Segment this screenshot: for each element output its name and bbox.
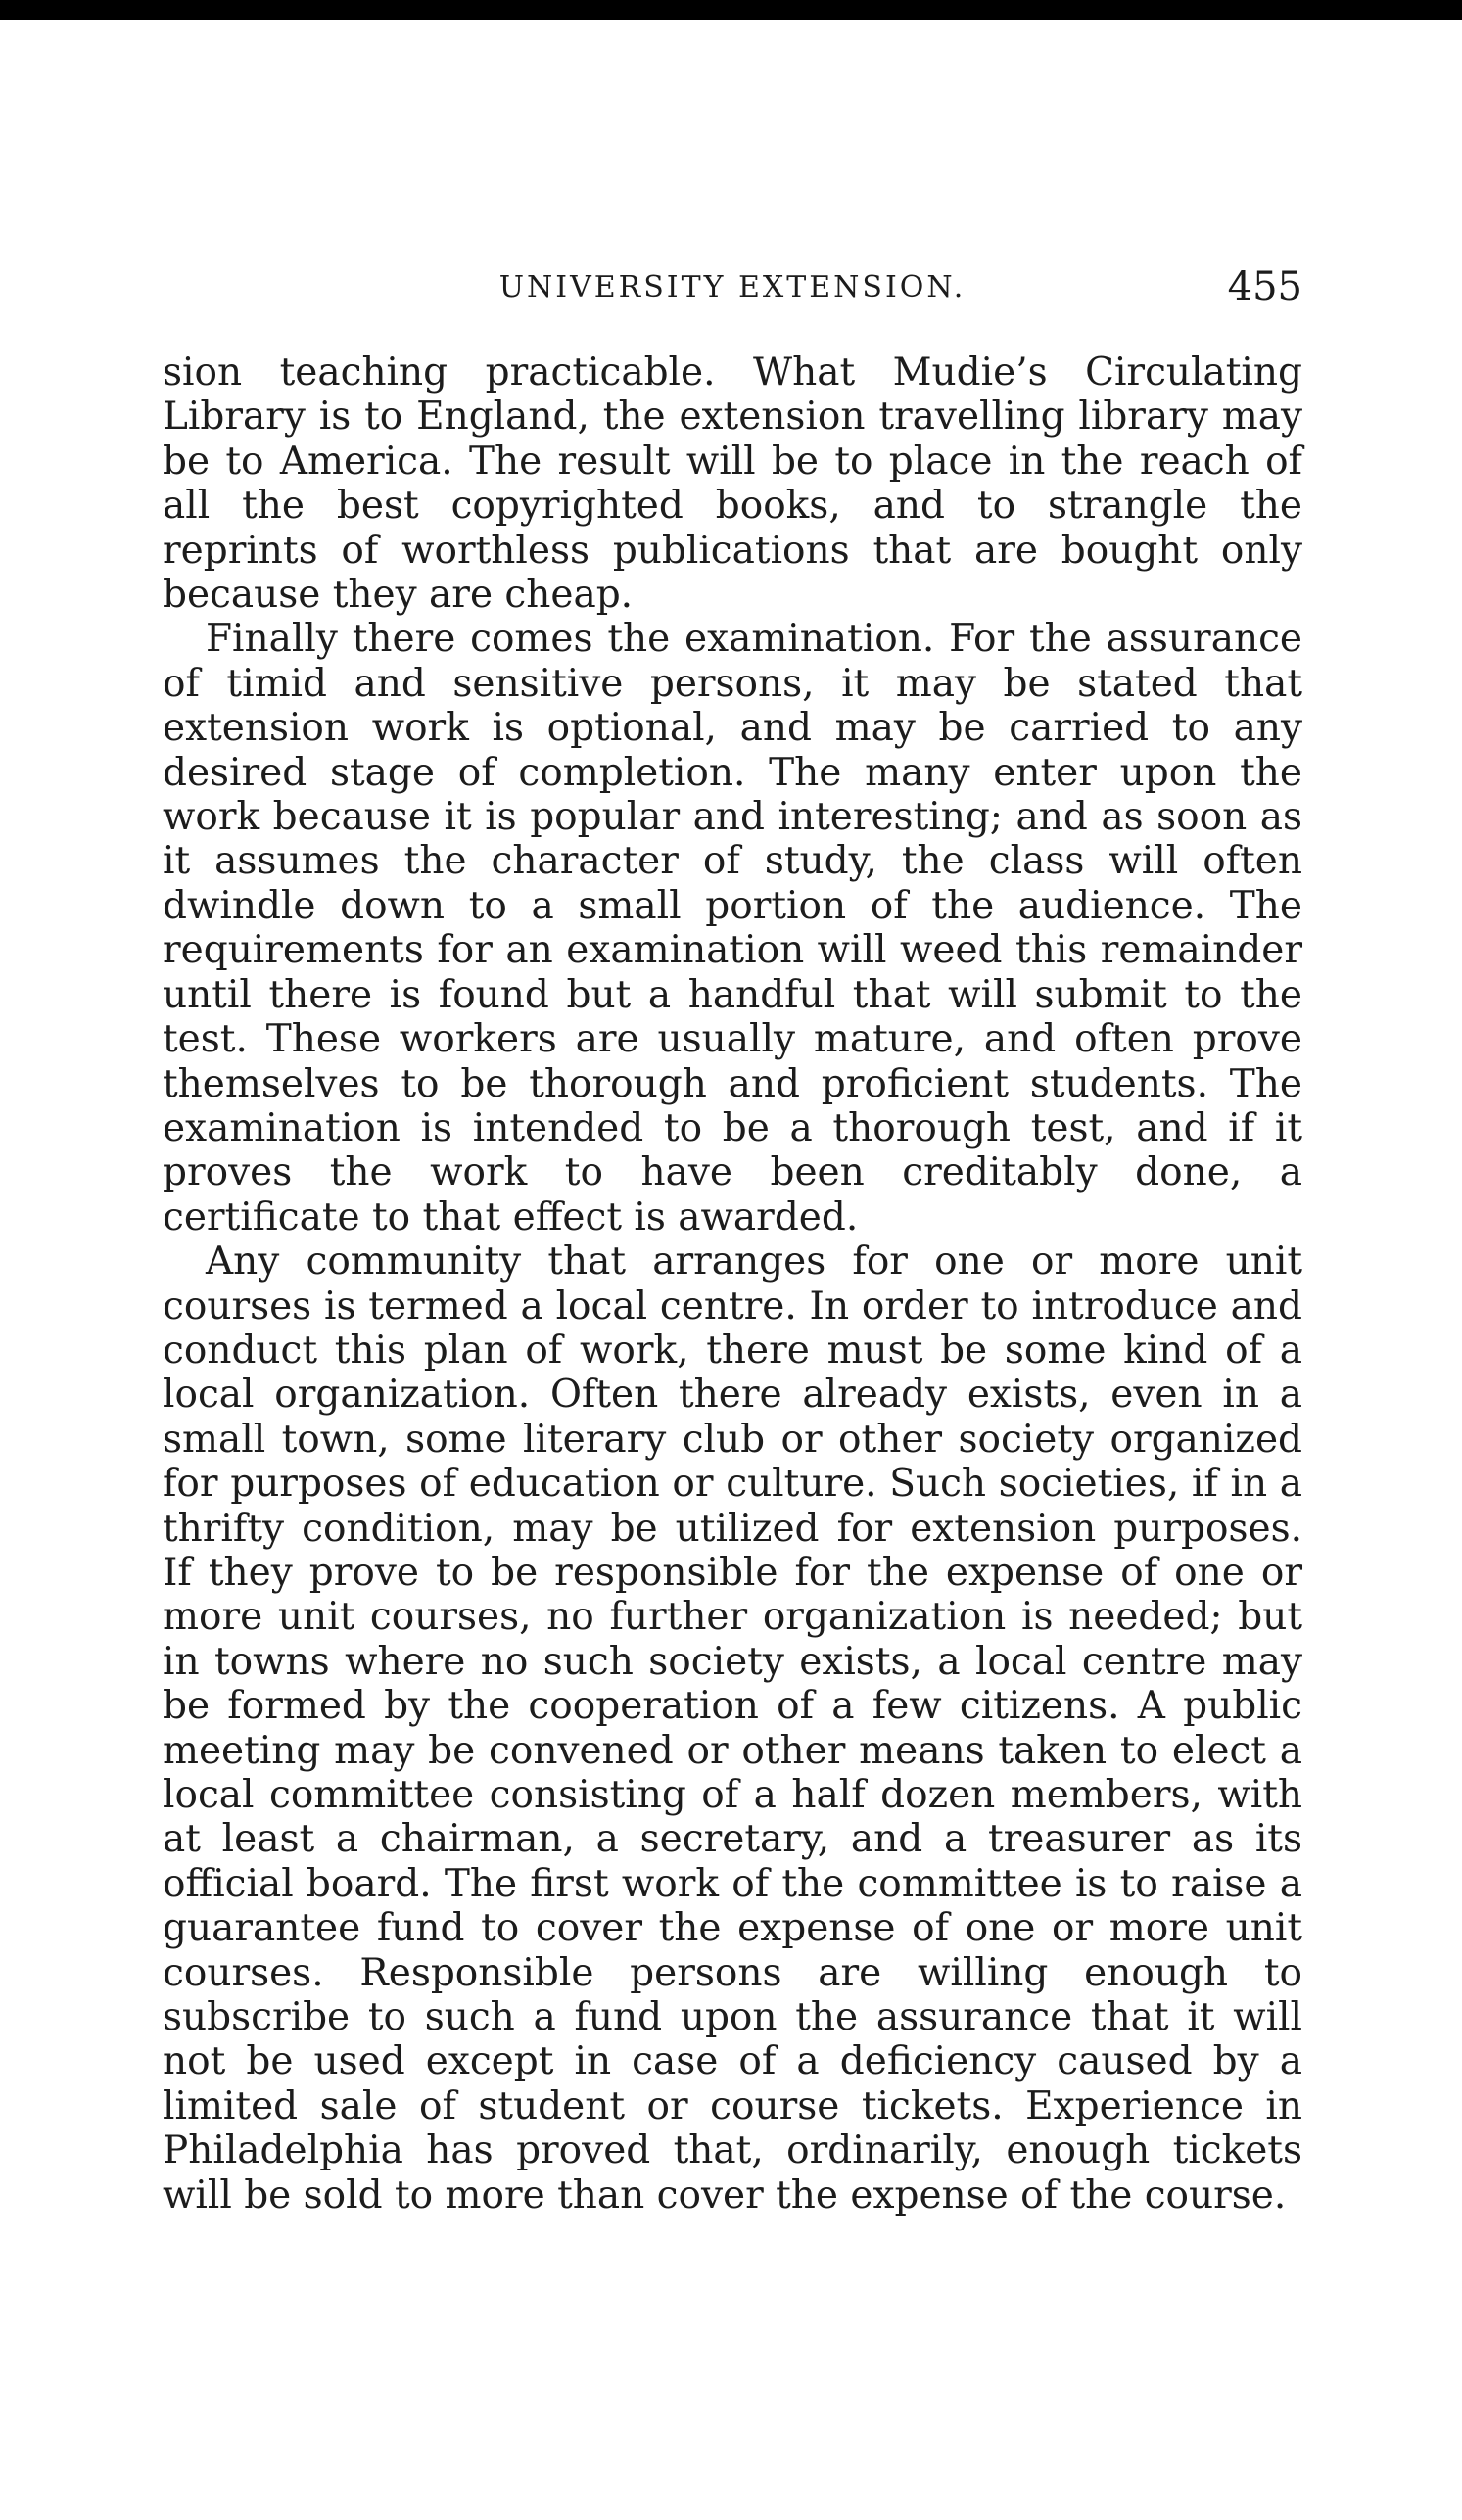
paragraph-examination: Finally there comes the examination. For the assurance of timid and sensitive persons, it may be stated that extension work is optional, and may be carried to any desired stage of completion. The many enter upon the work because it is popular and interesting; and as soon as it assumes the character of study, the class will often dwindle down to a small portion of the audience. The requirements for an examination will weed this remainder until there is found but a handful that will submit to the test. These workers are usually mature, and often prove themselves to be thorough and proficient students. The examination is intended to be a thorough test, and if it proves the work to have been creditably done, a certificate to that effect is awarded. [163,617,1302,1239]
paragraph-continuation: sion teaching practicable. What Mudie’s Circulating Library is to England, the extension travelling library may be to America. The result will be to place in the reach of all the best copyrighted books, and to strangle the reprints of worthless publications that are bought only because they are cheap. [163,350,1302,618]
running-title: UNIVERSITY EXTENSION. [498,270,967,304]
page-number: 455 [1227,264,1302,309]
body-text [163,350,1302,2217]
running-header [163,264,1302,313]
paragraph-local-centre: Any community that arranges for one or more unit courses is termed a local centre. In order to introduce and conduct this plan of work, there must be some kind of a local organization. Often there already exists, even in a small town, some literary club or other society organized for purposes of education or culture. Such societies, if in a thrifty condition, may be utilized for extension purposes. If they prove to be responsible for the expense of one or more unit courses, no further organization is needed; but in towns where no such society exists, a local centre may be formed by the cooperation of a few citizens. A public meeting may be convened or other means taken to elect a local committee consisting of a half dozen members, with at least a chairman, a secretary, and a treasurer as its official board. The first work of the committee is to raise a guarantee fund to cover the expense of one or more unit courses. Responsible persons are willing enough to subscribe to such a fund upon the assurance that it will not be used except in case of a deficiency caused by a limited sale of student or course tickets. Experience in Philadelphia has proved that, ordinarily, enough tickets will be sold to more than cover the expense of the course. [163,1239,1302,2217]
